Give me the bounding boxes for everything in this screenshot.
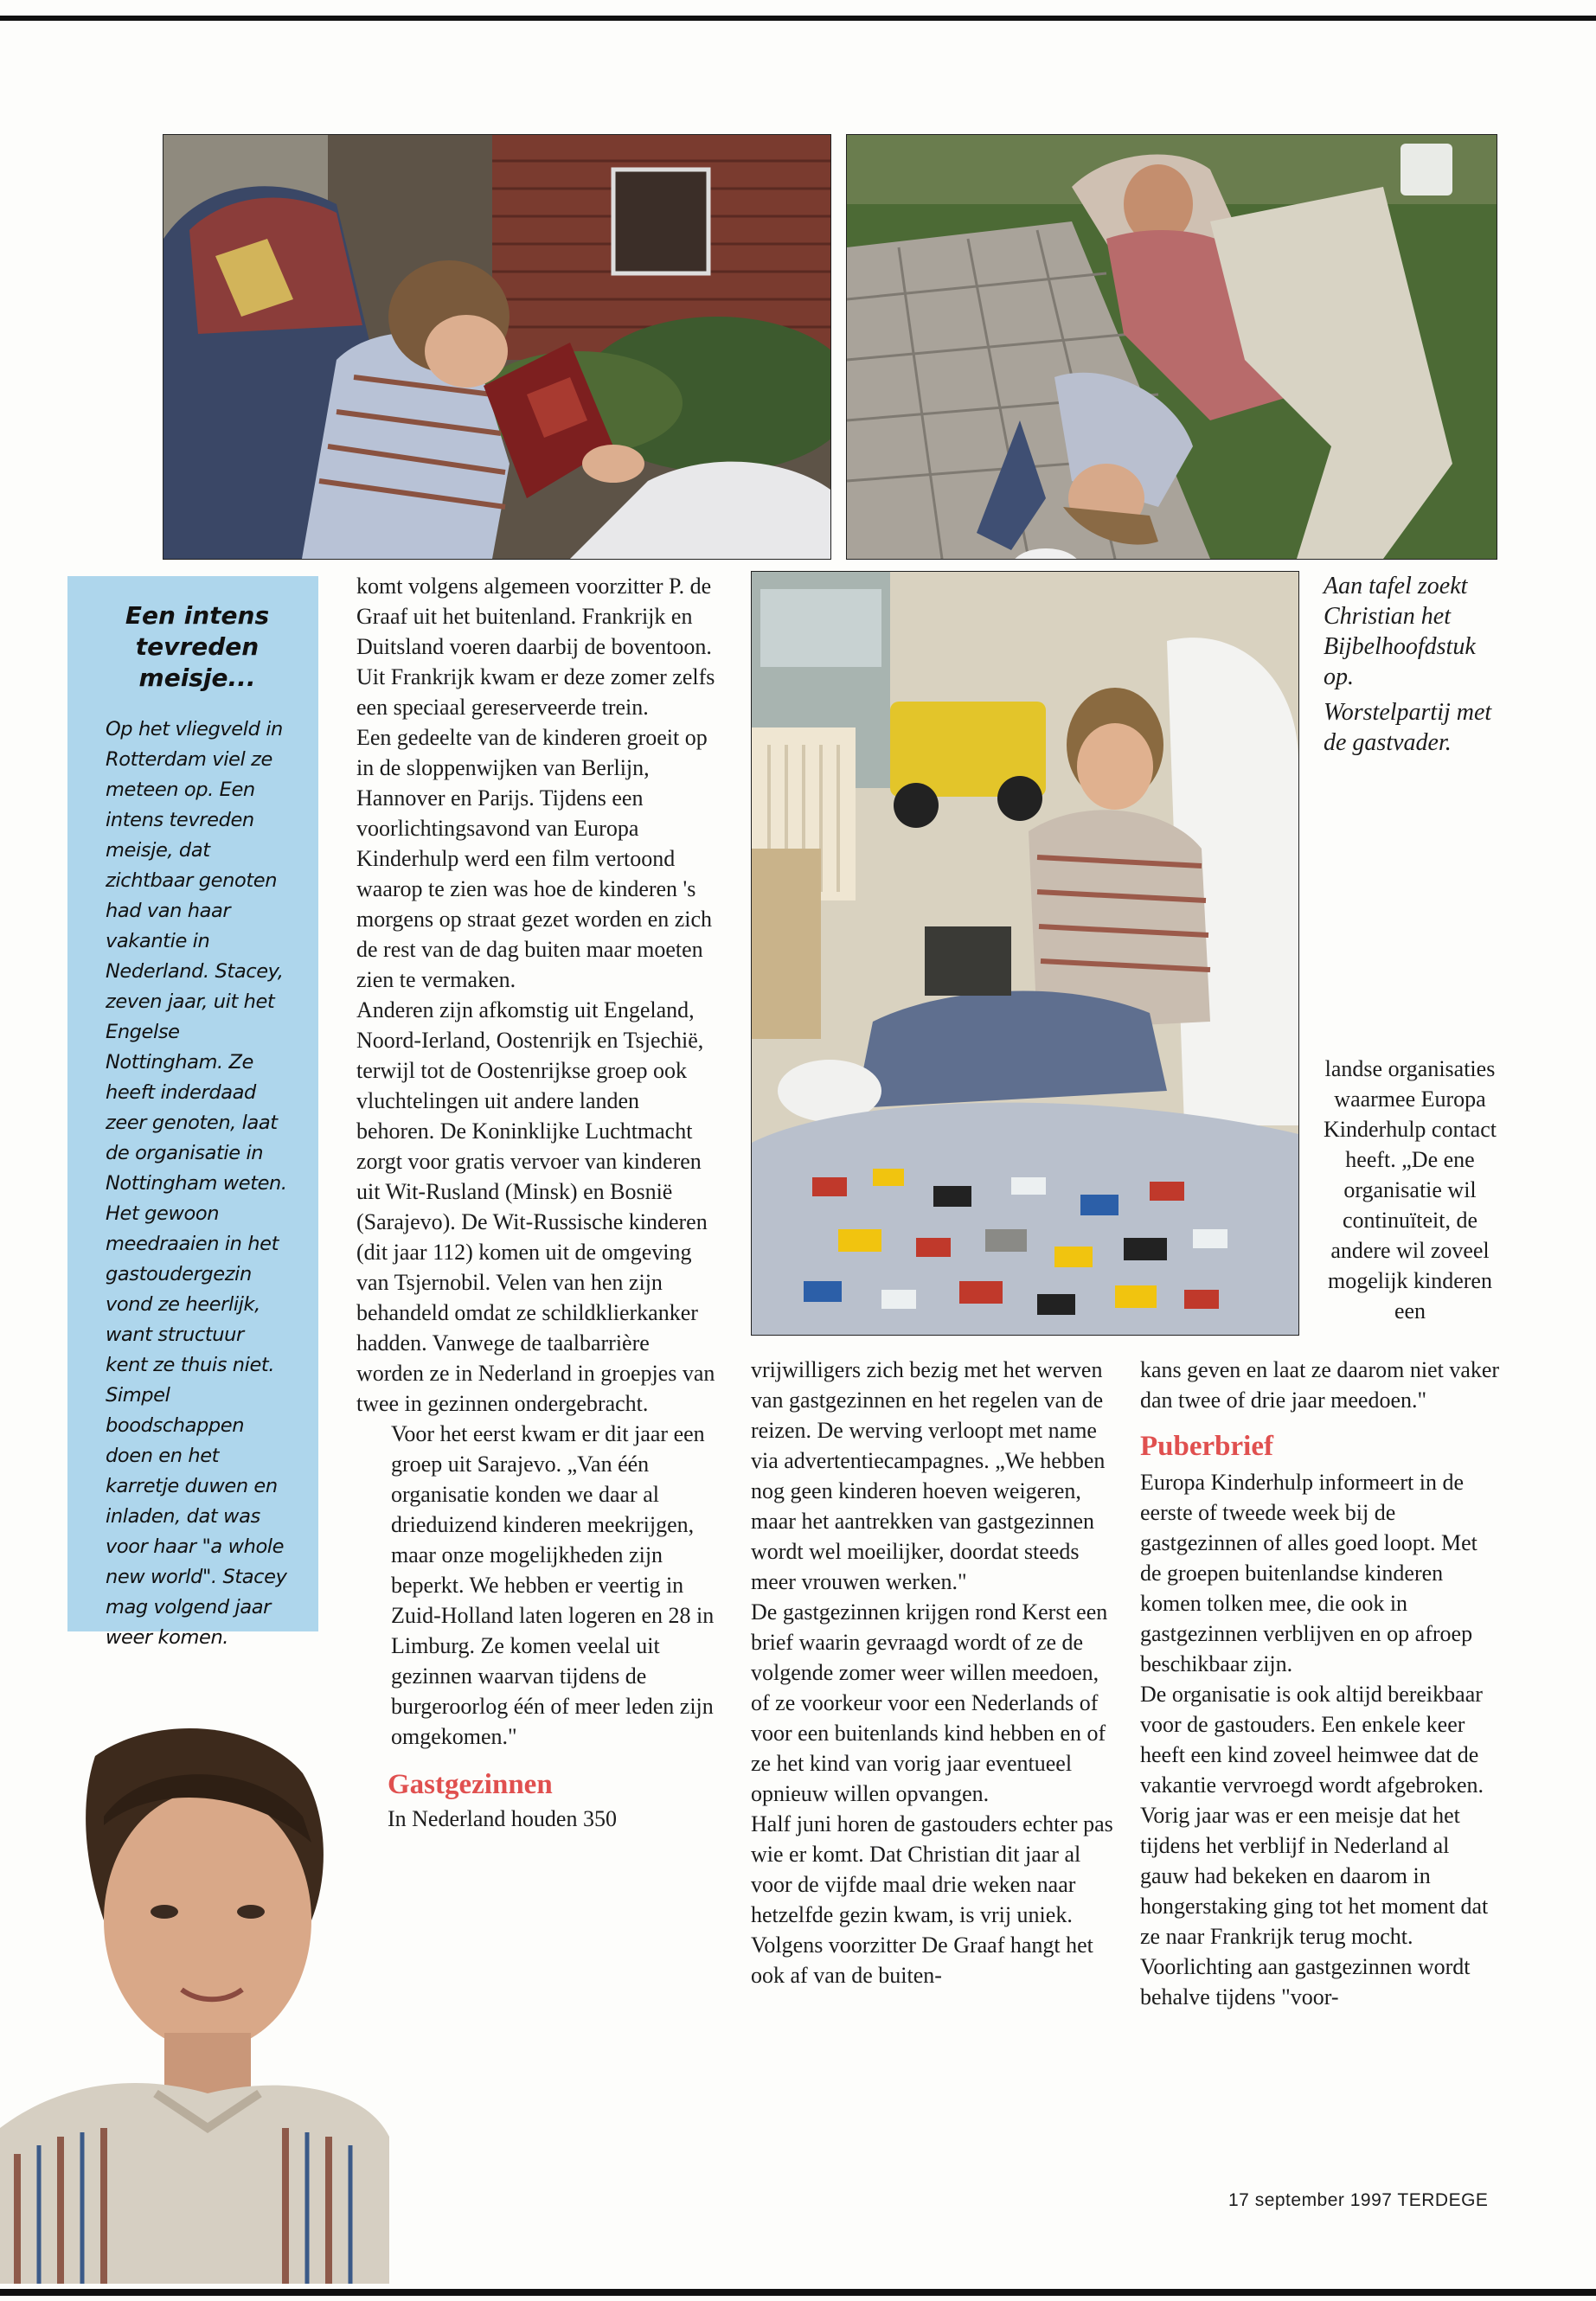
photo-wrestling	[846, 134, 1497, 560]
sidebar-body: Op het vliegveld in Rotterdam viel ze meteen op. Een intens tevreden meisje, dat zichtbaar genoten had van haar vakantie in Nederland. Stacey, zeven jaar, uit het Engelse Nottingham. Ze heeft inderdaad zeer genoten, laat de organisatie in Nottingham weten. Het gewoon meedraaien in het gastoudergezin vond ze heerlijk, want structuur kent ze thuis niet. Simpel boodschappen doen en het karretje duwen en inladen, dat was voor haar "a whole new world". Stacey mag volgend jaar weer komen.	[106, 718, 287, 1649]
col2-paragraph: De gastgezinnen krijgen rond Kerst een brief waarin gevraagd wordt of ze de volgende zomer weer willen meedoen, of ze voorkeur voor een Nederlands of voor een buitenlands kind hebben en of ze het kind van vorig jaar eventueel opnieuw willen opvangen.	[751, 1599, 1108, 1806]
col1-after-heading: In Nederland houden 350	[388, 1806, 617, 1831]
col3-paragraph: Voorlichting aan gastgezinnen wordt behalve tijdens "voor-	[1140, 1954, 1471, 2009]
top-rule	[0, 16, 1596, 21]
col3-paragraph: De organisatie is ook altijd bereikbaar voor de gastouders. Een enkele keer heeft een kind zoveel heimwee dat de vakantie vervroegd wordt afgebroken.	[1140, 1682, 1484, 1798]
col3-paragraph: Europa Kinderhulp informeert in de eerste of tweede week bij de gastgezinnen of alles goed loopt. Met de groepen buitenlandse kinderen komen tolken mee, die ook in gastgezinnen verblijven en op afroep beschikbaar zijn.	[1140, 1470, 1477, 1676]
article-column-3-narrow: landse organisaties waarmee Europa Kinderhulp contact heeft. „De ene organisatie wil continuïteit, de andere wil zoveel mogelijk kinderen een	[1324, 1056, 1497, 1324]
col1-paragraph: komt volgens algemeen voorzitter P. de Graaf uit het buitenland. Frankrijk en Duitsland voeren daarbij de boventoon. Uit Frankrijk kwam er deze zomer zelfs een speciaal gereserveerde trein.	[356, 574, 715, 720]
col1-paragraph: Voor het eerst kwam er dit jaar een groep uit Sarajevo. „Van één organisatie konden we daar al drieduizend kinderen meekrijgen, maar onze mogelijkheden zijn beperkt. We hebben er veertig in Zuid-Holland laten logeren en 28 in Limburg. Ze komen veelal uit gezinnen waarvan tijdens de burgeroorlog één of meer leden zijn omgekomen."	[391, 1421, 715, 1749]
sidebar-title: Een intens tevreden meisje...	[125, 601, 270, 692]
photo-christian-reading	[163, 134, 831, 560]
article-column-1	[356, 571, 716, 1834]
heading-gastgezinnen: Gastgezinnen	[388, 1769, 553, 1800]
article-column-3	[1140, 1355, 1503, 2012]
heading-puberbrief: Puberbrief	[1140, 1431, 1273, 1462]
photo-christian-lego	[751, 571, 1299, 1336]
portrait-boy	[0, 1721, 389, 2284]
caption-photo-1: Aan tafel zoekt Christian het Bijbelhoofdstuk op.	[1324, 573, 1476, 690]
col1-paragraph: Anderen zijn afkomstig uit Engeland, Noord-Ierland, Oostenrijk en Tsjechië, terwijl tot de Oostenrijkse groep ook vluchtelingen uit andere landen behoren. De Koninklijke Luchtmacht zorgt voor gratis vervoer van kinderen uit Wit-Rusland (Minsk) en Bosnië (Sarajevo). De Wit-Russische kinderen (dit jaar 112) komen uit de omgeving van Tsjernobil. Velen van hen zijn behandeld omdat ze schildklierkanker hadden. Vanwege de taalbarrière worden ze in Nederland in groepjes van twee in gezinnen ondergebracht.	[356, 997, 715, 1416]
caption-photo-2: Worstelpartij met de gastvader.	[1324, 699, 1492, 756]
sidebar-box	[67, 576, 318, 1649]
article-column-2	[751, 1355, 1114, 1990]
col1-paragraph: Een gedeelte van de kinderen groeit op in de sloppenwijken van Berlijn, Hannover en Parijs. Tijdens een voorlichtingsavond van Europa Kinderhulp werd een film vertoond waarop te zien was hoe de kinderen 's morgens op straat gezet worden en zich de rest van de dag buiten maar moeten zien te vermaken.	[356, 725, 713, 992]
page-folio: 17 september 1997 TERDEGE	[1228, 2190, 1489, 2210]
col3-paragraph: Vorig jaar was er een meisje dat het tijdens het verblijf in Nederland al gauw had bekeken en daarom in hongerstaking ging tot het moment dat ze naar Frankrijk terug mocht.	[1140, 1803, 1489, 1949]
col2-paragraph: Half juni horen de gastouders echter pas wie er komt. Dat Christian dit jaar al voor de vijfde maal drie weken naar hetzelfde gezin kwam, is vrij uniek. Volgens voorzitter De Graaf hangt het ook af van de buiten-	[751, 1811, 1113, 1988]
col3-wide: kans geven en laat ze daarom niet vaker dan twee of drie jaar meedoen."	[1140, 1357, 1500, 1413]
bottom-rule	[0, 2289, 1596, 2296]
col2-paragraph: vrijwilligers zich bezig met het werven van gastgezinnen en het regelen van de reizen. De werving verloopt met name via advertentiecampagnes. „We hebben nog geen kinderen hoeven weigeren, maar het aantrekken van gastgezinnen wordt wel moeilijker, doordat steeds meer vrouwen werken."	[751, 1357, 1106, 1594]
